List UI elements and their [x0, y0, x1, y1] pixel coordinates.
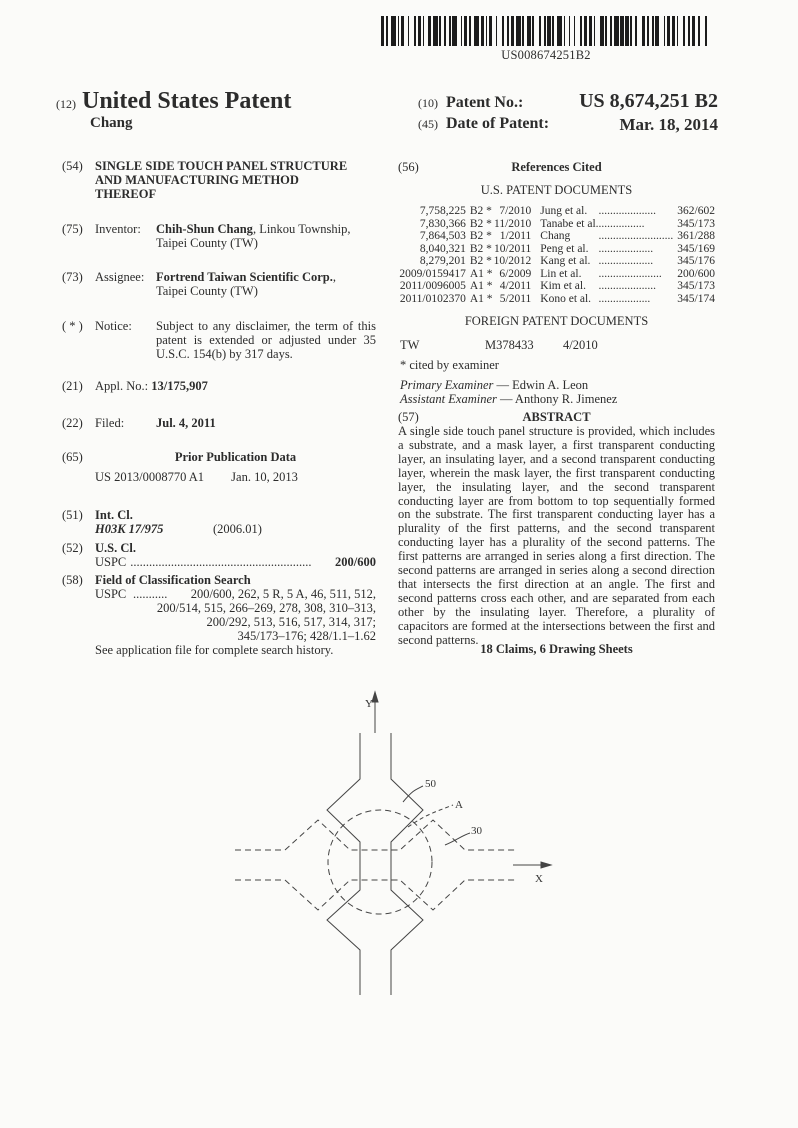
field-label: Filed:: [95, 416, 125, 430]
field-code: (73): [62, 270, 83, 284]
field-code: (65): [62, 450, 83, 464]
field-code: (58): [62, 573, 83, 587]
leader-dots: ...................: [598, 255, 654, 267]
field-code: (56): [398, 160, 419, 174]
field-code: ( * ): [62, 319, 83, 333]
reference-row: [398, 280, 715, 293]
ref-date: 5/2011: [499, 292, 532, 305]
pattern-50-right-edge: [391, 733, 423, 995]
date-label: Date of Patent:: [446, 115, 550, 132]
reference-row: [398, 230, 715, 243]
assignee-name: Fortrend Taiwan Scientific Corp.: [156, 270, 333, 284]
ref-name: Kono et al.: [540, 292, 592, 305]
ref-date: 11/2010: [494, 217, 532, 230]
ref-date: 4/2011: [499, 280, 532, 292]
intcl-version: (2006.01): [213, 522, 262, 536]
references-heading: References Cited: [511, 160, 602, 174]
inventor-surname: Chang: [90, 115, 133, 131]
search-note: See application file for complete search history.: [95, 643, 334, 657]
abstract-text: A single side touch panel structure is provided, which includes a substrate, and a mask layer, a first transparent conducting layer, an insulating layer, and a second transparent conducting layer, wherein the mask layer, the first transparent conducting layer, the insulating layer, and the second transparent conducting layer are from bottom to top sequentially formed on the substrate. The first transparent conducting layer has a plurality of the first patterns, and the second transparent conducting layer has a plurality of the second patterns. The first patterns are arranged in series along a first direction. The second patterns are arranged in series along a second direction that intersects the first direction at an angle. The first and second patterns cross each other, and are separated from each other by the insulating layer. Therefore, a plurality of capacitors are formed at the intersections between the first and second patterns.: [398, 424, 715, 647]
ref-name: Chang: [540, 230, 571, 242]
uscl-heading: U.S. Cl.: [95, 541, 136, 555]
leader-dots: ....................: [598, 280, 657, 292]
search-line: 345/173–176; 428/1.1–1.62: [237, 629, 376, 643]
assistant-examiner-name: — Anthony R. Jimenez: [500, 392, 618, 406]
ref-date: 10/2012: [493, 255, 532, 267]
document-title: [56, 88, 291, 115]
ref-class: 345/174: [677, 292, 715, 305]
assignee-county: Taipei County (TW): [156, 284, 258, 298]
search-line: 200/292, 513, 516, 517, 314, 317;: [206, 615, 376, 629]
leader-dots: ....................: [598, 205, 657, 217]
intcl-field: [62, 508, 376, 536]
leader-dots: ..................: [598, 292, 651, 305]
appl-number: 13/175,907: [151, 379, 208, 393]
reference-row: [398, 243, 715, 256]
assignee-field: [62, 270, 362, 298]
pattern-50-left-edge: [327, 733, 360, 995]
patent-no-code: (10): [418, 96, 438, 110]
ref-class: 362/602: [677, 205, 715, 217]
label-30: 30: [471, 825, 482, 837]
leader-dots: ...................: [598, 242, 654, 255]
us-docs-heading: U.S. PATENT DOCUMENTS: [480, 183, 633, 197]
ref-class: 345/176: [677, 255, 715, 267]
label-a: A: [455, 799, 463, 811]
search-line: 200/600, 262, 5 R, 5 A, 46, 511, 512,: [190, 587, 376, 601]
notice-field: [62, 319, 376, 361]
field-label: Appl. No.:: [95, 379, 149, 393]
field-label: Notice:: [95, 319, 132, 333]
search-heading: Field of Classification Search: [95, 573, 251, 587]
field-label: Inventor:: [95, 222, 141, 236]
ref-number: 2011/0102370: [399, 292, 466, 305]
inventor-field: [62, 222, 362, 250]
us-docs-table: [398, 205, 715, 305]
ref-date: 1/2011: [499, 230, 532, 242]
ref-class: 345/173: [677, 280, 715, 292]
assistant-examiner-label: Assistant Examiner: [400, 392, 497, 406]
reference-row: [398, 268, 715, 281]
pattern-30-bottom-edge: [235, 880, 515, 910]
barcode-bar: [707, 16, 710, 46]
assignee-comma: ,: [332, 270, 336, 284]
date-code: (45): [418, 117, 438, 131]
ref-kind: B2 *: [469, 255, 492, 267]
leader-dots: ................: [598, 217, 645, 230]
ref-name: Lin et al.: [540, 267, 582, 280]
ref-class: 200/600: [677, 267, 715, 280]
abstract-heading-row: [398, 410, 715, 424]
ref-kind: B2 *: [469, 242, 492, 255]
foreign-date: 4/2010: [563, 338, 598, 352]
x-arrow-head: [541, 862, 551, 868]
prior-heading: Prior Publication Data: [174, 450, 297, 464]
inventor-name: Chih-Shun Chang: [156, 222, 253, 236]
representative-figure: [225, 690, 565, 1010]
primary-examiner-label: Primary Examiner: [400, 378, 494, 392]
barcode-number: US008674251B2: [501, 48, 591, 62]
ref-kind: B2 *: [469, 205, 492, 217]
field-code: (54): [62, 159, 83, 173]
ref-class: 345/173: [677, 217, 715, 230]
ref-name: Jung et al.: [540, 205, 588, 217]
label-50: 50: [425, 778, 436, 790]
claims-count: 18 Claims, 6 Drawing Sheets: [480, 642, 633, 656]
ref-number: 2009/0159417: [399, 267, 466, 280]
search-label: USPC: [95, 587, 127, 601]
ref-class: 361/288: [677, 230, 715, 242]
ref-name: Kang et al.: [540, 255, 591, 267]
prior-publication-field: [62, 450, 376, 484]
ref-number: 8,040,321: [419, 242, 466, 255]
references-heading-row: [398, 160, 715, 174]
ref-number: 7,758,225: [419, 205, 466, 217]
ref-kind: A1 *: [469, 267, 493, 280]
kind-code: (12): [56, 97, 76, 111]
intcl-heading: Int. Cl.: [95, 508, 133, 522]
ref-name: Tanabe et al.: [540, 217, 599, 230]
uscl-field: [62, 541, 376, 569]
primary-examiner-name: — Edwin A. Leon: [496, 378, 589, 392]
search-field: [62, 573, 376, 657]
appl-field: [62, 379, 362, 393]
abstract-heading: ABSTRACT: [522, 410, 591, 424]
title-field: [62, 159, 362, 201]
filed-date: Jul. 4, 2011: [156, 416, 216, 430]
patent-number-row: [418, 90, 718, 112]
invention-title: SINGLE SIDE TOUCH PANEL STRUCTURE AND MANUFACTURING METHOD THEREOF: [95, 159, 348, 201]
ref-kind: A1 *: [469, 292, 493, 305]
uscl-label: USPC: [95, 555, 127, 569]
barcode: [381, 16, 711, 46]
patent-date-row: [418, 115, 718, 133]
leader-dots: ......................: [598, 267, 662, 280]
field-code: (21): [62, 379, 83, 393]
prior-number: US 2013/0008770 A1: [95, 470, 205, 484]
ref-name: Kim et al.: [540, 280, 586, 292]
patent-no-value: US 8,674,251 B2: [579, 90, 718, 112]
reference-row: [398, 293, 715, 306]
intcl-class: H03K 17/975: [95, 522, 164, 536]
field-code: (52): [62, 541, 83, 555]
x-axis-label: X: [535, 873, 543, 885]
y-axis-label: Y: [365, 698, 373, 710]
inventor-location: , Linkou Township,: [252, 222, 351, 236]
ref-class: 345/169: [677, 242, 715, 255]
cited-note: * cited by examiner: [400, 358, 499, 372]
uscl-value: 200/600: [335, 555, 376, 569]
ref-number: 2011/0096005: [399, 280, 466, 292]
field-code: (75): [62, 222, 83, 236]
field-code: (22): [62, 416, 83, 430]
foreign-docs-heading: FOREIGN PATENT DOCUMENTS: [464, 314, 649, 328]
date-value: Mar. 18, 2014: [619, 115, 718, 134]
title-text: United States Patent: [82, 88, 292, 114]
ref-kind: B2 *: [469, 217, 492, 230]
notice-text: Subject to any disclaimer, the term of this patent is extended or adjusted under 35 U.S.C. 154(b) by 317 days.: [156, 319, 376, 361]
reference-row: [398, 255, 715, 268]
examiners: [400, 378, 717, 406]
field-label: Assignee:: [95, 270, 145, 284]
ref-number: 8,279,201: [419, 255, 466, 267]
patent-no-label: Patent No.:: [446, 94, 524, 111]
prior-date: Jan. 10, 2013: [231, 470, 298, 484]
leader-dots: ..........................: [598, 230, 674, 242]
leader-dots: ...........: [133, 587, 168, 601]
foreign-number: M378433: [485, 338, 534, 352]
leader-dots: ..........................................................: [130, 555, 312, 569]
search-line: 200/514, 515, 266–269, 278, 308, 310–313,: [156, 601, 376, 615]
ref-name: Peng et al.: [540, 242, 589, 255]
field-code: (51): [62, 508, 83, 522]
foreign-country: TW: [400, 338, 420, 352]
ref-kind: B2 *: [469, 230, 492, 242]
ref-number: 7,830,366: [419, 217, 466, 230]
ref-number: 7,864,503: [419, 230, 466, 242]
reference-row: [398, 218, 715, 231]
ref-kind: A1 *: [469, 280, 493, 292]
inventor-county: Taipei County (TW): [156, 236, 258, 250]
reference-row: [398, 205, 715, 218]
field-code: (57): [398, 410, 419, 424]
ref-date: 6/2009: [499, 267, 532, 280]
ref-date: 10/2011: [494, 242, 532, 255]
ref-date: 7/2010: [499, 205, 532, 217]
